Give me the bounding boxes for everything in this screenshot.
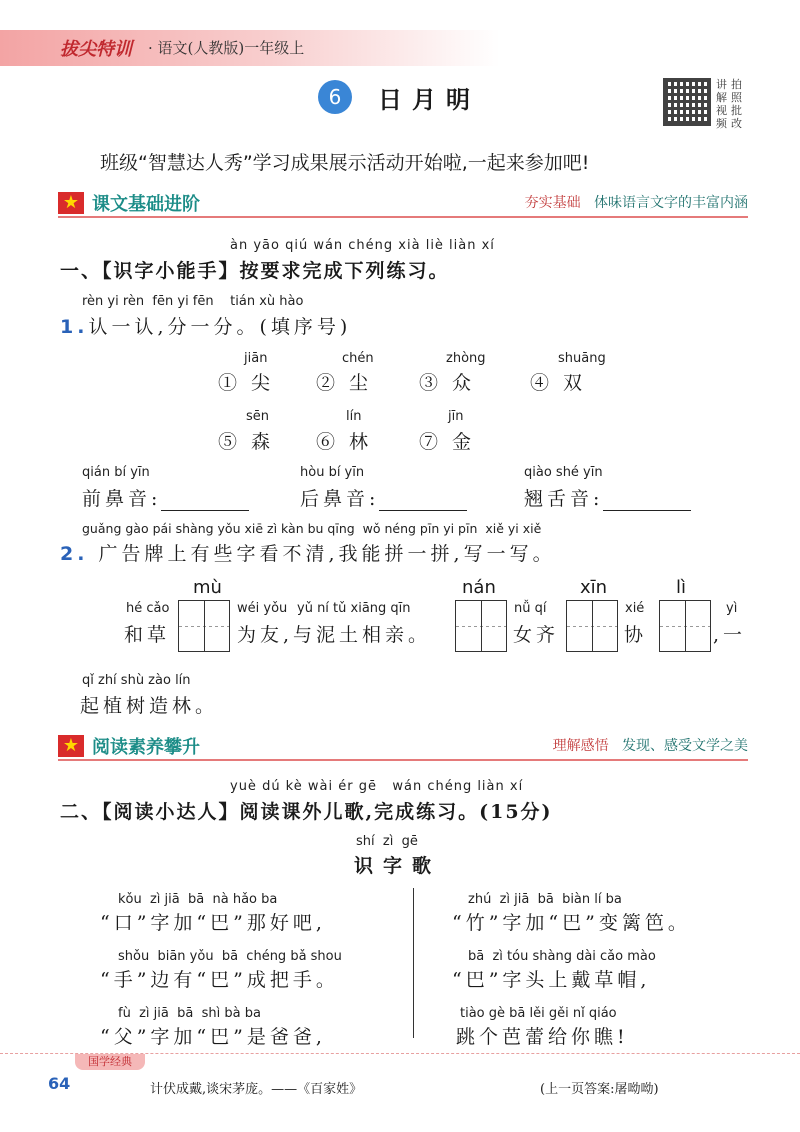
char-pinyin-6: lín — [346, 409, 362, 424]
category-back-nasal — [300, 484, 467, 511]
qr-code-icon[interactable] — [663, 78, 711, 126]
category-retroflex — [524, 484, 691, 511]
char-pinyin-4: shuāng — [558, 351, 606, 366]
line-pinyin-4: nǚ qí — [514, 601, 547, 616]
writing-grid-3[interactable] — [566, 600, 618, 652]
answer-blank-back[interactable] — [379, 490, 467, 511]
line-text-5: ,一 — [713, 624, 747, 646]
char-pinyin-1: jiān — [244, 351, 268, 366]
char-option-4: ④ 双 — [530, 372, 587, 394]
lesson-title: 日月明 — [378, 85, 480, 114]
char-pinyin-7: jīn — [448, 409, 464, 424]
char-pinyin-5: sēn — [246, 409, 270, 424]
box-pinyin-1: mù — [193, 577, 222, 598]
part2-heading: 二、【阅读小达人】阅读课外儿歌,完成练习。(15分) — [60, 801, 553, 823]
intro-text: 班级“智慧达人秀”学习成果展示活动开始啦,一起来参加吧! — [100, 152, 590, 174]
line-pinyin-2: wéi yǒu — [237, 601, 288, 616]
qr-caption-1: 讲解视频 — [716, 78, 727, 130]
category-label: 前鼻音: — [82, 488, 162, 510]
char-option-5: ⑤ 森 — [218, 431, 275, 453]
line-text-4: 协 — [624, 624, 648, 646]
poem-left-py-1: kǒu zì jiā bā nà hǎo ba — [118, 892, 278, 907]
poem-left-py-2: shǒu biān yǒu bā chéng bǎ shou — [118, 949, 342, 964]
poem-right-py-1: zhú zì jiā bā biàn lí ba — [468, 892, 622, 907]
poem-left-line-2: “手”边有“巴”成把手。 — [100, 969, 339, 991]
category-label: 后鼻音: — [300, 488, 380, 510]
char-option-2: ② 尘 — [316, 372, 373, 394]
part1-pinyin: àn yāo qiú wán chéng xià liè liàn xí — [230, 238, 495, 253]
section-banner-reading — [58, 733, 748, 761]
line-pinyin-5: xié — [625, 601, 645, 616]
footer-tab: 国学经典 — [75, 1054, 145, 1070]
book-subtitle: · 语文(人教版)一年级上 — [148, 39, 305, 57]
poem-left-line-1: “口”字加“巴”那好吧, — [100, 912, 326, 934]
q2-number: 2. — [60, 543, 89, 565]
char-pinyin-3: zhòng — [446, 351, 486, 366]
writing-grid-1[interactable] — [178, 600, 230, 652]
line2-pinyin: qǐ zhí shù zào lín — [82, 673, 191, 688]
q1-number: 1. — [60, 316, 89, 338]
poem-right-line-1: “竹”字加“巴”变篱笆。 — [452, 912, 691, 934]
q2-pinyin: guǎng gào pái shàng yǒu xiē zì kàn bu qīng wǒ néng pīn yi pīn xiě yi xiě — [82, 521, 542, 536]
box-pinyin-4: lì — [676, 577, 687, 598]
box-pinyin-2: nán — [462, 577, 496, 598]
section-tag-2: 体味语言文字的丰富内涵 — [594, 195, 748, 211]
poem-right-line-2: “巴”字头上戴草帽, — [452, 969, 651, 991]
poem-right-line-3: 跳个芭蕾给你瞧! — [456, 1026, 629, 1048]
char-pinyin-2: chén — [342, 351, 374, 366]
section-title: 阅读素养攀升 — [92, 737, 200, 758]
poem-title-pinyin: shí zì gē — [356, 834, 418, 849]
poem-left-py-3: fù zì jiā bā shì bà ba — [118, 1006, 261, 1021]
q2-text: 广告牌上有些字看不清,我能拼一拼,写一写。 — [98, 543, 556, 565]
answer-blank-front[interactable] — [161, 490, 249, 511]
category-pinyin-back: hòu bí yīn — [300, 465, 365, 480]
writing-grid-4[interactable] — [659, 600, 711, 652]
writing-grid-2[interactable] — [455, 600, 507, 652]
char-option-6: ⑥ 林 — [316, 431, 373, 453]
poem-title: 识字歌 — [354, 855, 442, 877]
star-flag-icon: ★ — [58, 192, 84, 214]
section-tag-2: 发现、感受文学之美 — [622, 738, 748, 754]
poem-divider — [413, 888, 414, 1038]
q1-pinyin: rèn yi rèn fēn yi fēn tián xù hào — [82, 294, 304, 309]
part2-pinyin: yuè dú kè wài ér gē wán chéng liàn xí — [230, 779, 524, 794]
q2-line — [60, 539, 556, 566]
category-label: 翘舌音: — [524, 488, 604, 510]
line-pinyin-6: yì — [726, 601, 738, 616]
line2-text: 起植树造林。 — [80, 695, 219, 717]
footer-quote: 计伏成戴,谈宋茅庞。——《百家姓》 — [150, 1082, 363, 1097]
line-pinyin-3: yǔ ní tǔ xiāng qīn — [297, 601, 411, 616]
q1-line — [60, 312, 351, 339]
lesson-number-badge: 6 — [318, 80, 352, 114]
line-pinyin-1: hé cǎo — [126, 601, 170, 616]
brand-title: 拔尖特训 — [60, 39, 132, 60]
char-option-1: ① 尖 — [218, 372, 275, 394]
poem-left-line-3: “父”字加“巴”是爸爸, — [100, 1026, 326, 1048]
section-banner-basics — [58, 190, 748, 218]
box-pinyin-3: xīn — [580, 577, 608, 598]
char-option-7: ⑦ 金 — [419, 431, 476, 453]
category-pinyin-retroflex: qiào shé yīn — [524, 465, 603, 480]
section-tag-1: 理解感悟 — [552, 738, 609, 754]
part1-heading: 一、【识字小能手】按要求完成下列练习。 — [60, 260, 450, 282]
line-text-2: 为友,与泥土相亲。 — [237, 624, 432, 646]
section-tag — [525, 192, 748, 212]
line-text-1: 和草 — [124, 624, 171, 646]
category-front-nasal — [82, 484, 249, 511]
section-title: 课文基础进阶 — [92, 194, 200, 215]
q1-text: 认一认,分一分。(填序号) — [88, 316, 352, 338]
page-number: 64 — [48, 1074, 71, 1093]
section-tag-1: 夯实基础 — [524, 195, 581, 211]
line-text-3: 女齐 — [513, 624, 560, 646]
qr-caption-2: 拍照批改 — [731, 78, 742, 130]
category-pinyin-front: qián bí yīn — [82, 465, 150, 480]
footer-answer: (上一页答案:屠呦呦) — [540, 1082, 659, 1097]
char-option-3: ③ 众 — [419, 372, 476, 394]
poem-right-py-3: tiào gè bā lěi gěi nǐ qiáo — [460, 1006, 617, 1021]
poem-right-py-2: bā zì tóu shàng dài cǎo mào — [468, 949, 656, 964]
section-tag — [553, 735, 748, 755]
answer-blank-retroflex[interactable] — [603, 490, 691, 511]
star-flag-icon: ★ — [58, 735, 84, 757]
